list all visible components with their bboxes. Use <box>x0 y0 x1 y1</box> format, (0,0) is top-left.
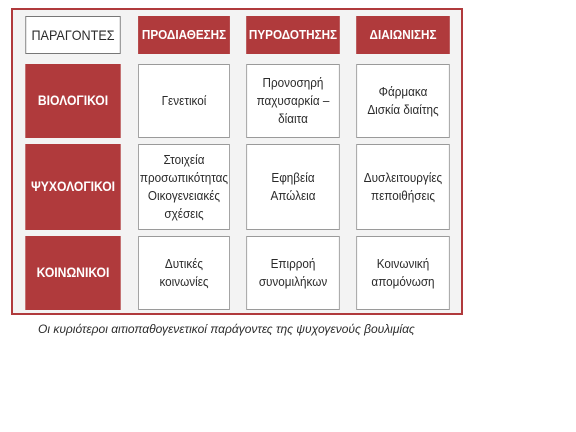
cell-text: Εφηβεία Απώλεια <box>270 170 316 203</box>
column-header-label: ΠΥΡΟΔΟΤΗΣΗΣ <box>248 27 338 42</box>
cell-text: Επιρροή συνομιλήκων <box>258 256 328 289</box>
row-header-social <box>25 236 120 310</box>
table-cell <box>138 144 230 230</box>
column-header-label: ΔΙΑΙΩΝΙΣΗΣ <box>369 27 437 42</box>
row-header-label: ΒΙΟΛΟΓΙΚΟΙ <box>37 93 109 108</box>
row-header-biological <box>25 64 120 138</box>
row-header-label: ΚΟΙΝΩΝΙΚΟΙ <box>36 265 110 280</box>
cell-text: Γενετικοί <box>161 93 207 108</box>
corner-header-label: ΠΑΡΑΓΟΝΤΕΣ <box>31 27 115 43</box>
table-cell <box>246 64 340 138</box>
table-cell <box>138 236 230 310</box>
table-cell <box>356 144 450 230</box>
cell-text: Προνοσηρή παχυσαρκία – δίαιτα <box>256 75 330 126</box>
table-cell <box>138 64 230 138</box>
table-cell <box>356 64 450 138</box>
table-cell <box>246 236 340 310</box>
corner-header <box>25 16 120 54</box>
cell-text: Φάρμακα Δισκία διαίτης <box>367 84 439 117</box>
cell-text: Στοιχεία προσωπικότητας Οικογενειακές σχέσεις <box>139 152 229 221</box>
cell-text: Δυτικές κοινωνίες <box>159 256 209 289</box>
factors-table <box>11 8 463 315</box>
table-cell <box>356 236 450 310</box>
column-header-triggering <box>246 16 340 54</box>
column-header-label: ΠΡΟΔΙΑΘΕΣΗΣ <box>141 27 227 42</box>
figure-caption: Οι κυριότεροι αιτιοπαθογενετικοί παράγοντες της ψυχογενούς βουλιμίας <box>38 322 415 336</box>
row-header-psychological <box>25 144 120 230</box>
column-header-predisposing <box>138 16 230 54</box>
row-header-label: ΨΥΧΟΛΟΓΙΚΟΙ <box>30 179 116 194</box>
column-header-perpetuating <box>356 16 450 54</box>
cell-text: Κοινωνική απομόνωση <box>371 256 435 289</box>
cell-text: Δυσλειτουργίες πεποιθήσεις <box>363 170 443 203</box>
table-cell <box>246 144 340 230</box>
